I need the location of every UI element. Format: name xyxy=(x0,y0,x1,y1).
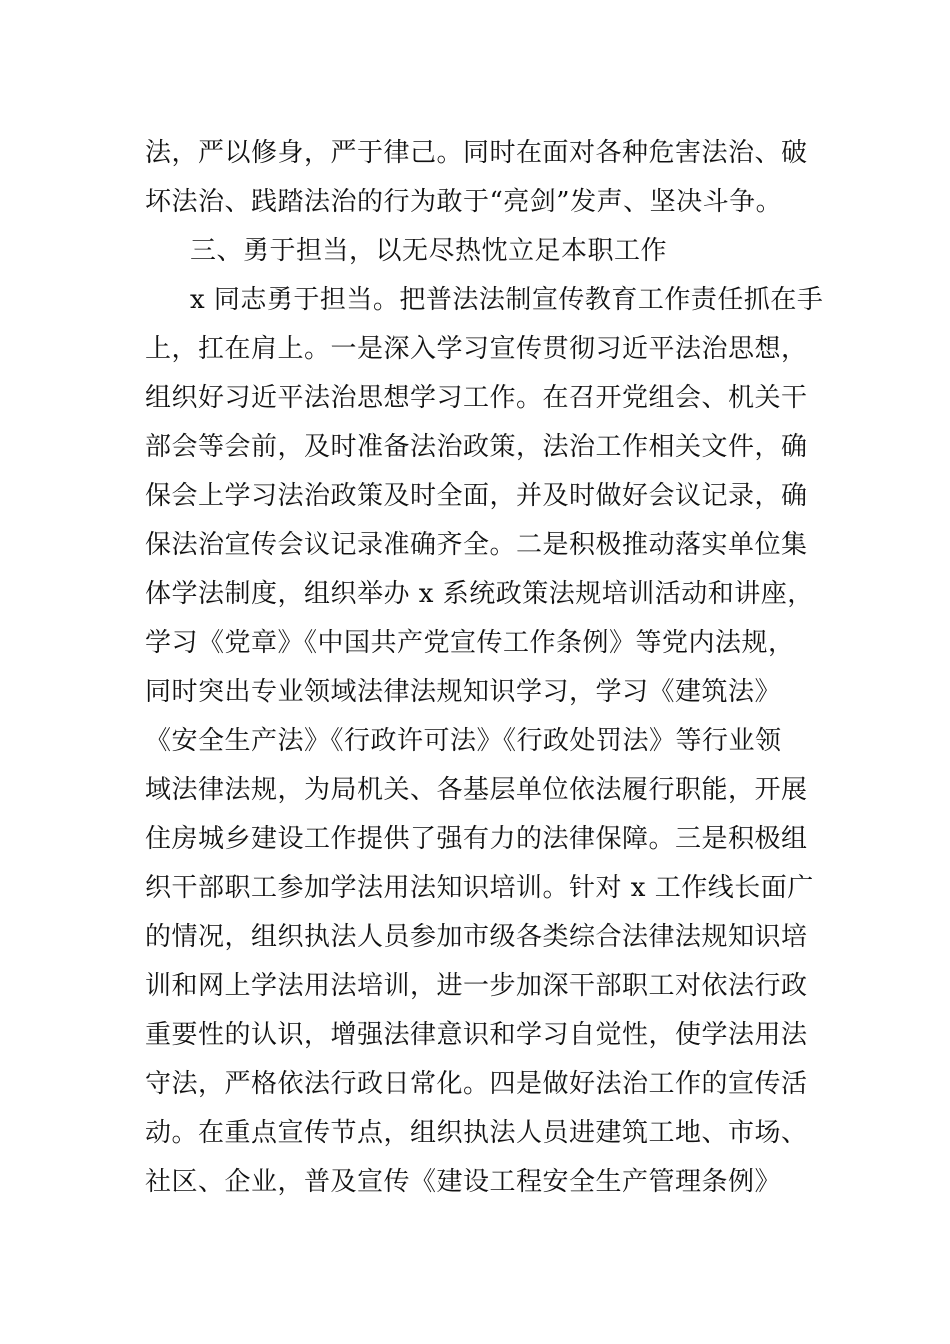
text-line: 组织好习近平法治思想学习工作。在召开党组会、机关干 xyxy=(145,383,808,413)
text-line: 《安全生产法》《行政许可法》《行政处罚法》等行业领 xyxy=(145,726,782,756)
text-line: 保会上学习法治政策及时全面，并及时做好会议记录，确 xyxy=(145,481,808,511)
text-line: 学习《党章》《中国共产党宣传工作条例》等党内法规， xyxy=(145,628,795,658)
text-line: 社区、企业，普及宣传《建设工程安全生产管理条例》 xyxy=(145,1167,782,1197)
text-line: 动。在重点宣传节点，组织执法人员进建筑工地、市场、 xyxy=(145,1118,808,1148)
text-line: 守法，严格依法行政日常化。四是做好法治工作的宣传活 xyxy=(145,1069,808,1099)
text-line: 的情况，组织执法人员参加市级各类综合法律法规知识培 xyxy=(145,922,808,952)
text-line: 坏法治、践踏法治的行为敢于“亮剑”发声、坚决斗争。 xyxy=(145,187,783,217)
text-line: 重要性的认识，增强法律意识和学习自觉性，使学法用法 xyxy=(145,1020,808,1050)
text-line: 域法律法规，为局机关、各基层单位依法履行职能，开展 xyxy=(145,775,808,805)
text-line: 同时突出专业领域法律法规知识学习，学习《建筑法》 xyxy=(145,677,782,707)
section-heading: 三、勇于担当，以无尽热忱立足本职工作 xyxy=(190,236,668,266)
text-line: 部会等会前，及时准备法治政策，法治工作相关文件，确 xyxy=(145,432,808,462)
text-line: 上，扛在肩上。一是深入学习宣传贯彻习近平法治思想， xyxy=(145,334,808,364)
text-line: 法，严以修身，严于律己。同时在面对各种危害法治、破 xyxy=(145,138,808,168)
text-line: 保法治宣传会议记录准确齐全。二是积极推动落实单位集 xyxy=(145,530,808,560)
text-line: 织干部职工参加学法用法知识培训。针对 x 工作线长面广 xyxy=(145,873,814,903)
text-line: 训和网上学法用法培训，进一步加深干部职工对依法行政 xyxy=(145,971,808,1001)
text-line: 体学法制度，组织举办 x 系统政策法规培训活动和讲座， xyxy=(145,579,814,609)
text-line: x 同志勇于担当。把普法法制宣传教育工作责任抓在手 xyxy=(190,285,824,315)
text-line: 住房城乡建设工作提供了强有力的法律保障。三是积极组 xyxy=(145,824,808,854)
